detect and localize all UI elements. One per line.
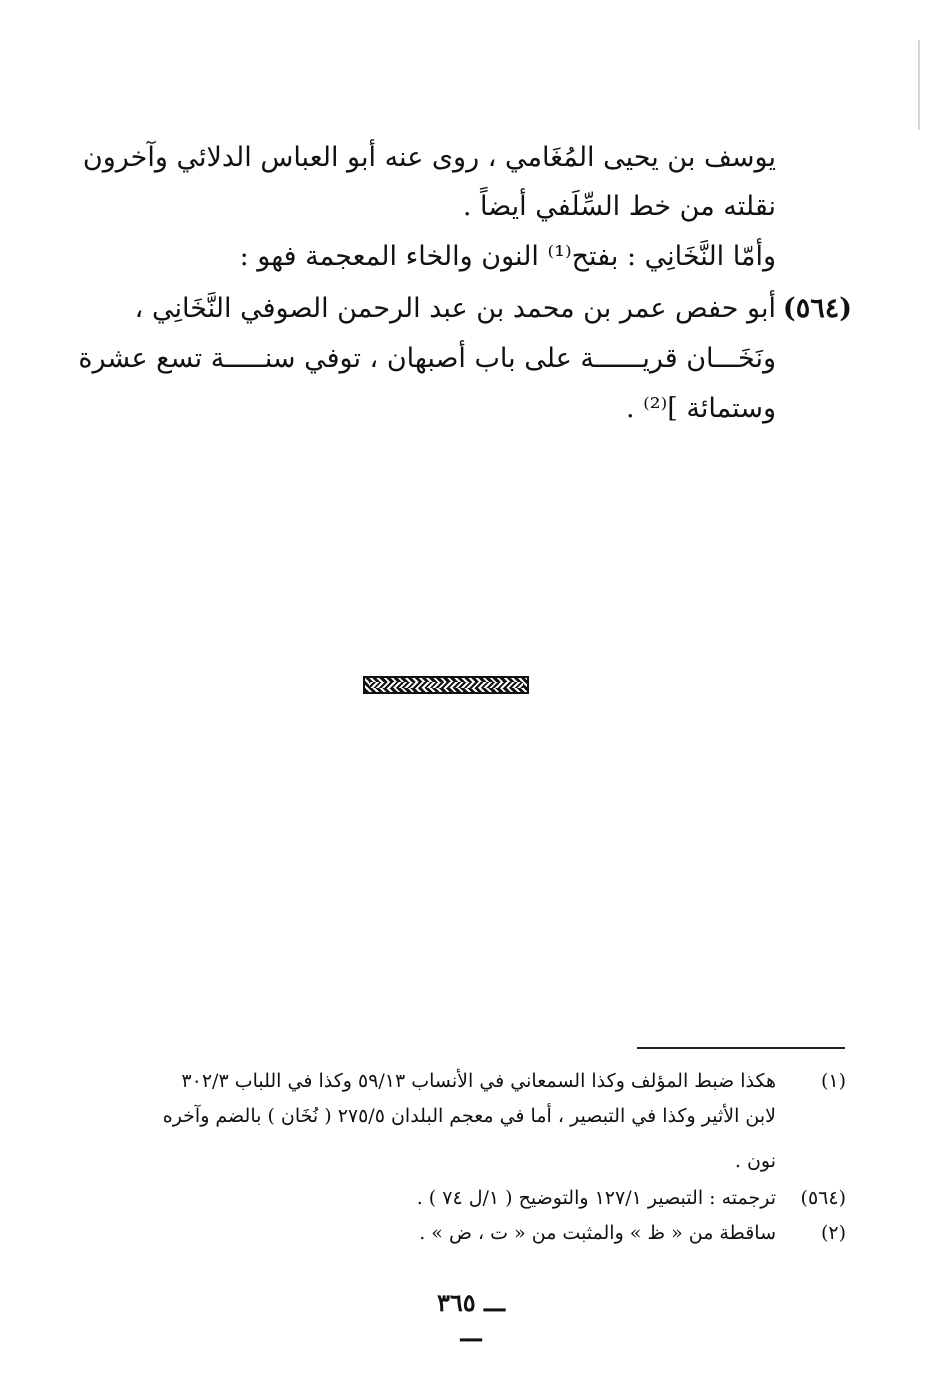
footnote-marker-2: (٢) bbox=[820, 1222, 846, 1244]
main-text-line-3: وأمّا النَّخَانِي : بفتح⁽¹⁾ النون والخاء المعجمة فهو : bbox=[239, 241, 776, 272]
main-text-line-6: وستمائة ]⁽²⁾ . bbox=[625, 393, 776, 424]
footnote-text-1: هكذا ضبط المؤلف وكذا السمعاني في الأنساب ٥٩/١٣ وكذا في اللباب ٣٠٢/٣ bbox=[181, 1070, 776, 1092]
main-text-line-5: ونَخَـــان قريــــــة على باب أصبهان ، توفي سنـــــة تسع عشرة bbox=[78, 343, 776, 374]
entry-number: (٥٦٤) bbox=[782, 293, 852, 324]
footnote-text-1-end: نون . bbox=[734, 1150, 776, 1172]
footnote-separator-rule bbox=[637, 1047, 845, 1049]
main-text-line-1: يوسف بن يحيى المُغَامي ، روى عنه أبو العباس الدلائي وآخرون bbox=[82, 142, 776, 173]
main-text-line-4: أبو حفص عمر بن محمد بن عبد الرحمن الصوفي النَّخَانِي ، bbox=[134, 293, 776, 324]
section-ornament bbox=[363, 676, 529, 694]
footnote-text-1-cont: لابن الأثير وكذا في التبصير ، أما في معجم البلدان ٢٧٥/٥ ( نُخَان ) بالضم وآخره bbox=[162, 1105, 776, 1127]
page-edge-mark bbox=[918, 40, 920, 130]
main-text-line-2: نقلته من خط السِّلَفي أيضاً . bbox=[462, 191, 776, 222]
footnote-marker-564: (٥٦٤) bbox=[800, 1187, 846, 1209]
footnote-text-564: ترجمته : التبصير ١٢٧/١ والتوضيح ( ١/ل ٧٤ ) . bbox=[416, 1187, 776, 1209]
page-number: ـــ ٣٦٥ ـــ bbox=[436, 1288, 506, 1347]
footnote-text-2: ساقطة من « ظ » والمثبت من « ت ، ض » . bbox=[419, 1222, 776, 1244]
footnote-marker-1: (١) bbox=[820, 1070, 846, 1092]
